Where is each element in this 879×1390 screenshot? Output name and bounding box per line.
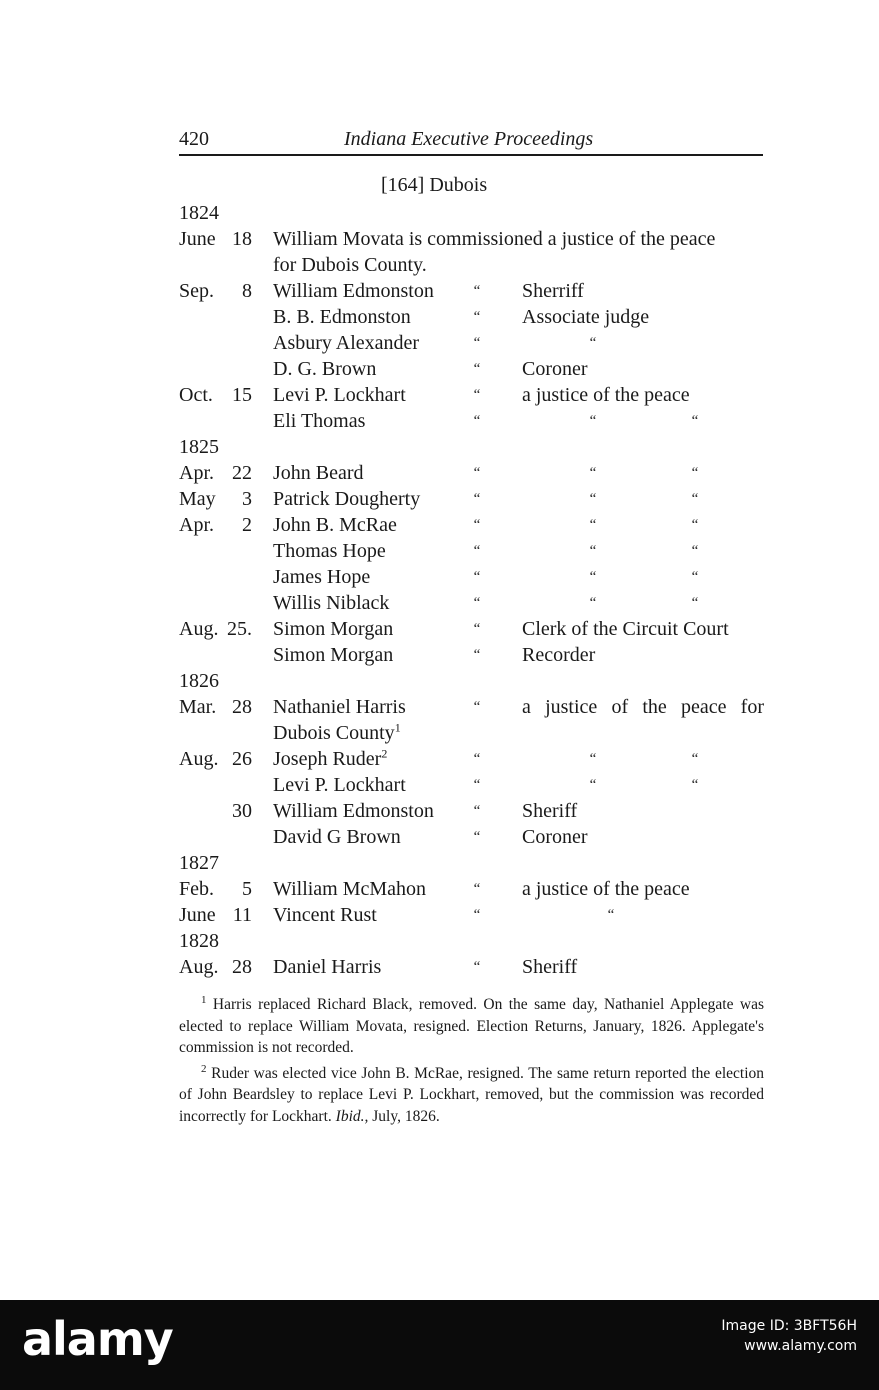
section-heading: [164] Dubois [381, 174, 488, 196]
entry-month: June [179, 904, 216, 926]
ditto-mark: “ [589, 543, 597, 559]
entry-month: June [179, 228, 216, 250]
entry-office: Sheriff [522, 800, 578, 822]
ditto-mark: “ [473, 387, 481, 403]
page-number: 420 [179, 128, 209, 150]
entry-name: Eli Thomas [273, 410, 366, 432]
entry-name: Patrick Dougherty [273, 488, 421, 510]
office-word: a [522, 696, 531, 718]
entry-name: Asbury Alexander [273, 332, 420, 354]
ditto-mark: “ [607, 907, 615, 923]
entry-name: D. G. Brown [273, 358, 377, 380]
entry-day: 11 [232, 904, 252, 926]
ditto-mark: “ [473, 283, 481, 299]
entry-office: Coroner [522, 826, 588, 848]
ditto-mark: “ [473, 777, 481, 793]
footnote-ibid: Ibid., [335, 1107, 369, 1125]
entry-name: Levi P. Lockhart [273, 384, 406, 406]
ditto-mark: “ [691, 413, 699, 429]
ditto-mark: “ [473, 829, 481, 845]
entry-text: William Movata is commissioned a justice of the peace [273, 228, 716, 250]
entry-day: 22 [232, 462, 252, 484]
entry-month: Mar. [179, 696, 217, 718]
entry-day: 25. [227, 618, 252, 640]
entry-name: Willis Niblack [273, 592, 390, 614]
entry-name: Nathaniel Harris [273, 696, 406, 718]
entry-day: 26 [232, 748, 252, 770]
entry-office: Sherriff [522, 280, 584, 302]
entry-day: 8 [242, 280, 252, 302]
ditto-mark: “ [473, 699, 481, 715]
ditto-mark: “ [589, 751, 597, 767]
entry-name: David G Brown [273, 826, 401, 848]
entry-name-text: Joseph Ruder [273, 748, 382, 770]
image-id: Image ID: 3BFT56H [721, 1318, 857, 1334]
entry-name: B. B. Edmonston [273, 306, 411, 328]
entry-month: Apr. [179, 514, 214, 536]
footnotes [179, 990, 764, 1127]
year-label: 1825 [179, 436, 219, 458]
footnote-marker: 2 [201, 1062, 207, 1075]
ditto-mark: “ [473, 491, 481, 507]
ditto-mark: “ [473, 881, 481, 897]
entry-name: John B. McRae [273, 514, 397, 536]
entry-office: Recorder [522, 644, 596, 666]
entry-name: Levi P. Lockhart [273, 774, 406, 796]
footnote-text: Ruder was elected vice John B. McRae, resigned. The same return reported the election of John Beardsley to replace Levi P. Lockhart, removed, but the commission was recorded incorrectly for Lockhart. [179, 1064, 765, 1125]
entry-month: Sep. [179, 280, 214, 302]
entry-month: Aug. [179, 956, 219, 978]
ditto-mark: “ [589, 595, 597, 611]
ditto-mark: “ [473, 907, 481, 923]
footnote-ref-1: 1 [394, 720, 401, 735]
ditto-mark: “ [691, 777, 699, 793]
office-word: of [611, 696, 629, 718]
entry-name: Vincent Rust [273, 904, 377, 926]
entry-name-text: Dubois County [273, 722, 395, 744]
ditto-mark: “ [473, 595, 481, 611]
ditto-mark: “ [691, 543, 699, 559]
ditto-mark: “ [473, 543, 481, 559]
entry-name: Simon Morgan [273, 618, 394, 640]
ditto-mark: “ [691, 491, 699, 507]
ditto-mark: “ [473, 803, 481, 819]
entry-office: Coroner [522, 358, 588, 380]
office-word: justice [545, 696, 598, 718]
entry-day: 30 [232, 800, 252, 822]
entry-name: William Edmonston [273, 280, 434, 302]
entry-month: Aug. [179, 748, 219, 770]
footnote-text: Harris replaced Richard Black, removed. On the same day, Nathaniel Applegate was elected to replace William Movata, resigned. Election Returns, January, 1826. Applegate's commission is not recorded. [179, 996, 765, 1057]
running-head [179, 128, 763, 156]
office-word: peace [680, 696, 727, 718]
entry-month: Aug. [179, 618, 219, 640]
ditto-mark: “ [473, 465, 481, 481]
watermark-bar [0, 1300, 879, 1390]
year-label: 1827 [179, 852, 219, 874]
ditto-mark: “ [473, 335, 481, 351]
entry-text: for Dubois County. [273, 254, 427, 276]
ditto-mark: “ [473, 751, 481, 767]
entry-month: Oct. [179, 384, 213, 406]
office-word: for [740, 696, 764, 718]
footnote-2 [179, 1059, 764, 1128]
ditto-mark: “ [473, 569, 481, 585]
watermark-info [721, 1316, 857, 1356]
ditto-mark: “ [473, 517, 481, 533]
footnote-ref-2: 2 [381, 746, 388, 761]
footnote-1 [179, 990, 764, 1059]
entry-day: 2 [242, 514, 252, 536]
entry-office: Sheriff [522, 956, 578, 978]
ditto-mark: “ [589, 517, 597, 533]
ditto-mark: “ [691, 517, 699, 533]
entry-month: May [179, 488, 216, 510]
footnote-tail: July, 1826. [372, 1107, 440, 1125]
ditto-mark: “ [589, 491, 597, 507]
entry-day: 5 [242, 878, 252, 900]
entry-office: a justice of the peace [522, 878, 690, 900]
entry-name [273, 746, 387, 772]
ditto-mark: “ [691, 569, 699, 585]
ditto-mark: “ [691, 595, 699, 611]
entry-day: 3 [242, 488, 252, 510]
year-label: 1826 [179, 670, 219, 692]
ditto-mark: “ [473, 959, 481, 975]
entry-name: Simon Morgan [273, 644, 394, 666]
ditto-mark: “ [691, 465, 699, 481]
entry-day: 15 [232, 384, 252, 406]
ditto-mark: “ [589, 465, 597, 481]
ditto-mark: “ [589, 413, 597, 429]
year-label: 1828 [179, 930, 219, 952]
ditto-mark: “ [691, 751, 699, 767]
office-word: the [642, 696, 667, 718]
footnote-marker: 1 [201, 994, 207, 1006]
entry-name: James Hope [273, 566, 371, 588]
year-label: 1824 [179, 202, 219, 224]
ditto-mark: “ [473, 361, 481, 377]
entry-name: Daniel Harris [273, 956, 382, 978]
entry-office: a justice of the peace [522, 384, 690, 406]
entry-month: Apr. [179, 462, 214, 484]
running-title: Indiana Executive Proceedings [344, 128, 594, 150]
site-url: www.alamy.com [744, 1338, 857, 1354]
ditto-mark: “ [473, 413, 481, 429]
entry-day: 18 [232, 228, 252, 250]
ditto-mark: “ [473, 309, 481, 325]
alamy-logo: alamy [22, 1312, 173, 1366]
ditto-mark: “ [589, 335, 597, 351]
ditto-mark: “ [589, 777, 597, 793]
entry-day: 28 [232, 696, 252, 718]
entry-name: Thomas Hope [273, 540, 386, 562]
entry-day: 28 [232, 956, 252, 978]
entry-month: Feb. [179, 878, 214, 900]
entry-office: Clerk of the Circuit Court [522, 618, 729, 640]
ditto-mark: “ [473, 647, 481, 663]
entry-name [273, 720, 401, 746]
ditto-mark: “ [589, 569, 597, 585]
entry-office: Associate judge [522, 306, 650, 328]
entry-name: William McMahon [273, 878, 427, 900]
entry-office [522, 694, 764, 720]
entry-name: John Beard [273, 462, 364, 484]
entry-name: William Edmonston [273, 800, 434, 822]
ditto-mark: “ [473, 621, 481, 637]
